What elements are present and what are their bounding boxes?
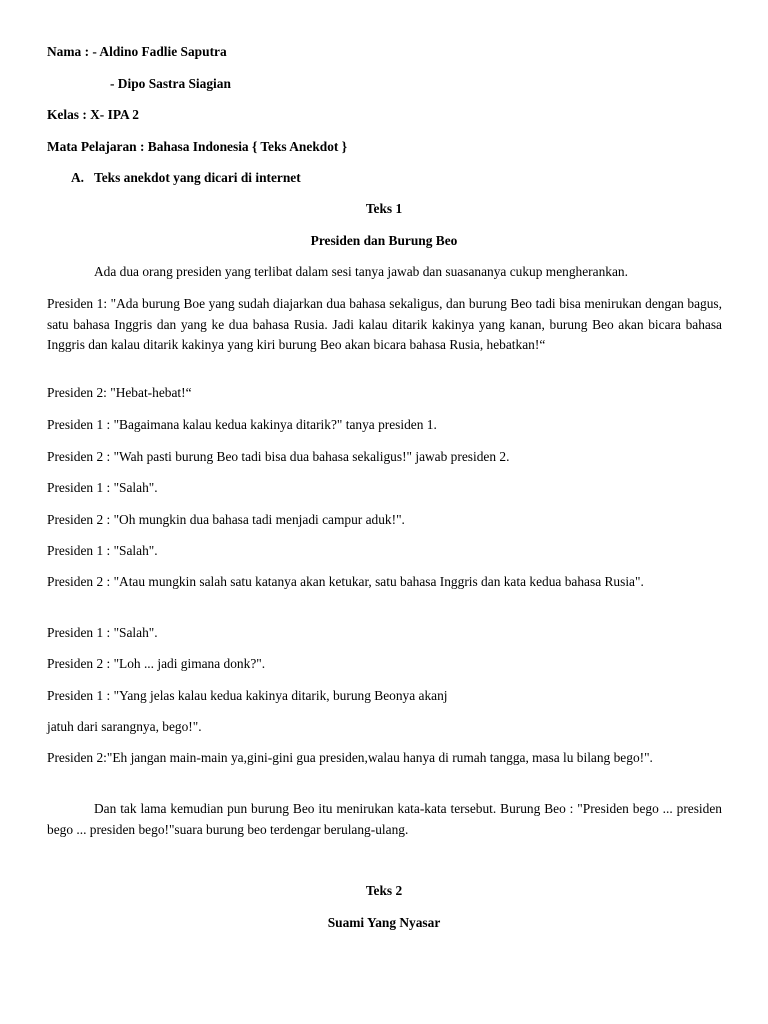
dialog-line-10: Presiden 2 : "Loh ... jadi gimana donk?". <box>47 656 266 671</box>
dialog-line-9: Presiden 1 : "Salah". <box>47 625 158 640</box>
teks1-title: Presiden dan Burung Beo <box>310 233 458 248</box>
teks2-label: Teks 2 <box>365 883 403 898</box>
dialog-line-5: Presiden 1 : "Salah". <box>47 480 158 495</box>
teks1-closing: Dan tak lama kemudian pun burung Beo itu menirukan kata-kata tersebut. Burung Beo : "Presiden bego ... presiden bego ... presiden bego!"suara burung beo terdengar berulang-ulang. <box>47 801 722 837</box>
dialog-line-3: Presiden 1 : "Bagaimana kalau kedua kakinya ditarik?" tanya presiden 1. <box>47 417 437 432</box>
dialog-line-7: Presiden 1 : "Salah". <box>47 543 158 558</box>
dialog-line-1: Presiden 1: "Ada burung Boe yang sudah diajarkan dua bahasa sekaligus, dan burung Beo tadi bisa menirukan dengan bagus, satu bahasa Inggris dan yang ke dua bahasa Rusia. Jadi kalau ditarik kakinya yang kanan, burung Beo akan bicara bahasa Inggris dan kalau ditarik kakinya yang kiri burung Beo akan bicara bahasa Rusia, hebatkan!“ <box>47 296 722 352</box>
dialog-line-4: Presiden 2 : "Wah pasti burung Beo tadi bisa dua bahasa sekaligus!" jawab presiden 2. <box>47 449 510 464</box>
section-title: Teks anekdot yang dicari di internet <box>94 170 301 185</box>
dialog-line-12: jatuh dari sarangnya, bego!". <box>47 719 202 734</box>
teks2-title: Suami Yang Nyasar <box>327 915 441 930</box>
dialog-line-6: Presiden 2 : "Oh mungkin dua bahasa tadi menjadi campur aduk!". <box>47 512 405 527</box>
dialog-line-13: Presiden 2:"Eh jangan main-main ya,gini-gini gua presiden,walau hanya di rumah tangga, masa lu bilang bego!". <box>47 750 653 765</box>
dialog-line-8: Presiden 2 : "Atau mungkin salah satu katanya akan ketukar, satu bahasa Inggris dan kata kedua bahasa Rusia". <box>47 574 644 589</box>
teks1-label: Teks 1 <box>365 201 403 216</box>
nama-line: Nama : - Aldino Fadlie Saputra <box>47 44 227 59</box>
mata-pelajaran-line: Mata Pelajaran : Bahasa Indonesia { Teks Anekdot } <box>47 139 347 154</box>
section-marker: A. <box>71 170 85 185</box>
nama-line-2: - Dipo Sastra Siagian <box>110 76 231 91</box>
dialog-line-2: Presiden 2: "Hebat-hebat!“ <box>47 385 192 400</box>
teks1-intro: Ada dua orang presiden yang terlibat dalam sesi tanya jawab dan suasananya cukup mengherankan. <box>94 264 628 279</box>
kelas-line: Kelas : X- IPA 2 <box>47 107 139 122</box>
dialog-line-11: Presiden 1 : "Yang jelas kalau kedua kakinya ditarik, burung Beonya akanj <box>47 688 448 703</box>
